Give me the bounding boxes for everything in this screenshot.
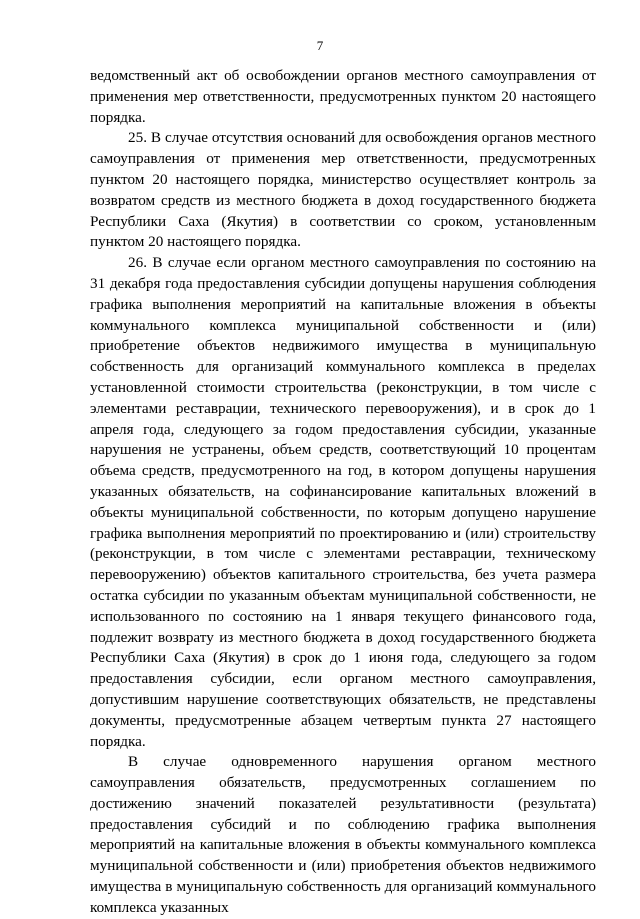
paragraph-simultaneous-violation: В случае одновременного нарушения органом местного самоуправления обязательств, предусмотренных соглашением по достижению значений показателей результативности (результата) предоставления субсидий и по соблюдению графика выполнения мероприятий на капитальные вложения в объекты коммунального комплекса муниципальной собственности и (или) приобретения объектов недвижимого имущества в муниципальную собственность для организаций коммунального комплекса указанных [90,753,596,916]
paragraph-clause-25: 25. В случае отсутствия оснований для освобождения органов местного самоуправления от применения мер ответственности, предусмотренных пунктом 20 настоящего порядка, министерство осуществляет контроль за возвратом средств из местного бюджета в доход государственного бюджета Республики Саха (Якутия) в соответствии со сроком, установленным пунктом 20 настоящего порядка. [90,129,596,251]
paragraph-continuation: ведомственный акт об освобождении органов местного самоуправления от применения мер ответственности, предусмотренных пунктом 20 настоящего порядка. [90,67,596,126]
paragraph-clause-26: 26. В случае если органом местного самоуправления по состоянию на 31 декабря года предоставления субсидии допущены нарушения соблюдения графика выполнения мероприятий на капитальные вложения в объекты коммунального комплекса муниципальной собственности и (или) приобретение объектов недвижимого имущества в муниципальную собственность для организаций коммунального комплекса в пределах установленной стоимости строительства (реконструкции, в том числе с элементами реставрации, технического перевооружения), и в срок до 1 апреля года, следующего за годом предоставления субсидии, указанные нарушения не устранены, объем средств, соответствующий 10 процентам объема средств, предусмотренного на год, в котором допущены нарушения указанных обязательств, на софинансирование капитальных вложений в объекты муниципальной собственности, по которым допущено нарушение графика выполнения мероприятий по проектированию и (или) строительству (реконструкции, в том числе с элементами реставрации, техническому перевооружению) объектов капитального строительства, без учета размера остатка субсидии по указанным объектам муниципальной собственности, не использованного по состоянию на 1 января текущего финансового года, подлежит возврату из местного бюджета в доход государственного бюджета Республики Саха (Якутия) в срок до 1 июня года, следующего за годом предоставления субсидии, если органом местного самоуправления, допустившим нарушение соответствующих обязательств, не представлены документы, предусмотренные абзацем четвертым пункта 27 настоящего порядка. [90,254,596,750]
page-number: 7 [316,38,324,53]
document-body [90,66,596,919]
